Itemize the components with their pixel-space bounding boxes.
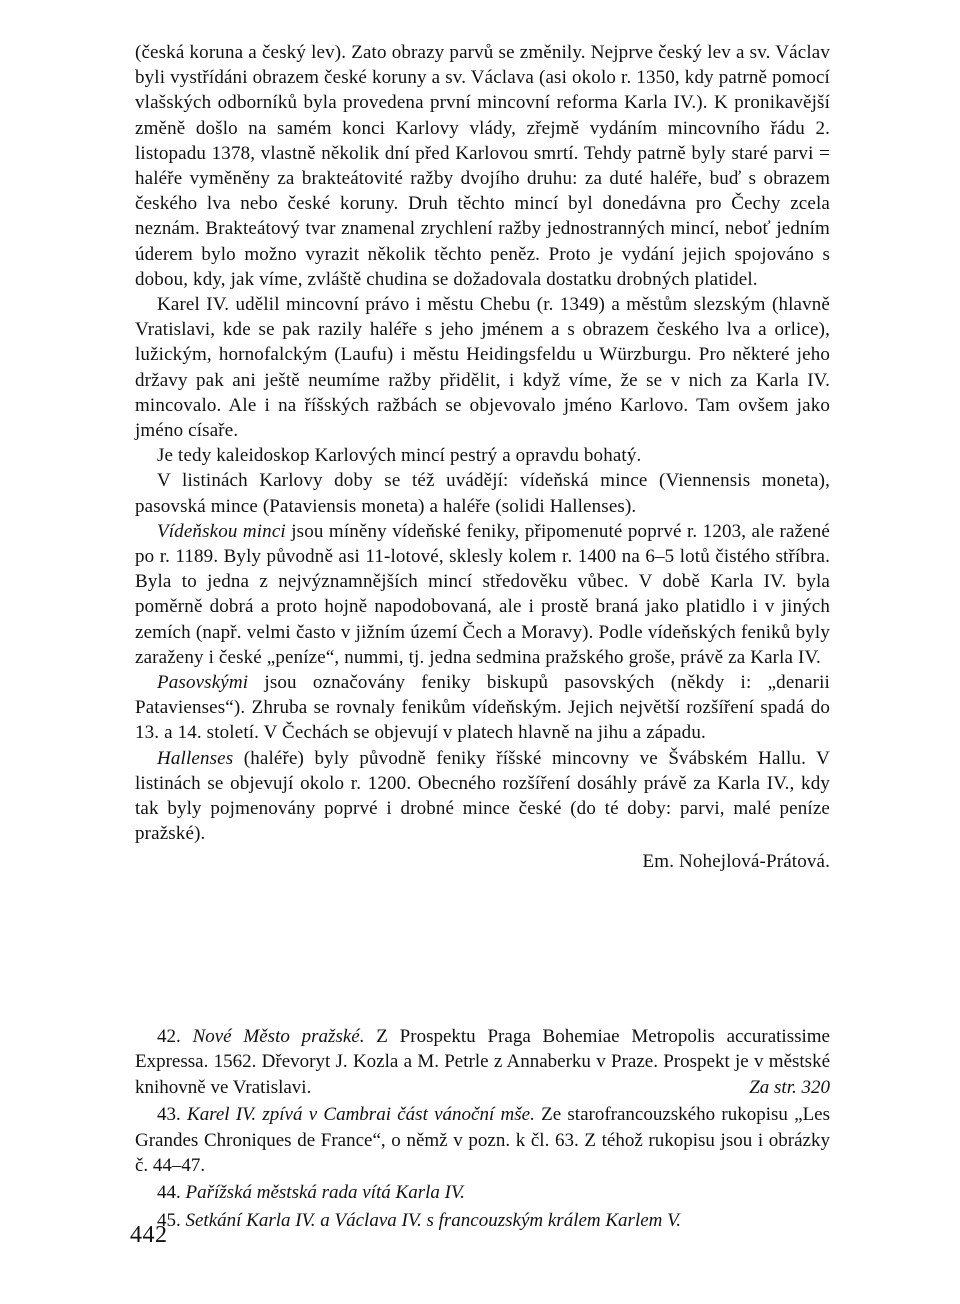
paragraph: Karel IV. udělil mincovní právo i městu Chebu (r. 1349) a městům slezským (hlavně Vratislavi, kde se pak razily haléře s jeho jménem a s obrazem českého lva a orlice), lužickým, hornofalckým (Laufu) i městu Heidingsfeldu u Würzburgu. Pro některé jeho državy pak ani ještě neumíme ražby přidělit, i když víme, že se v nich za Karla IV. mincovalo. Ale i na říšských ražbách se objevovalo jméno Karlovo. Tam ovšem jako jméno císaře.	[135, 294, 830, 442]
paragraph-hall	[135, 746, 830, 847]
caption-item	[135, 1024, 830, 1100]
caption-number: 44.	[157, 1182, 181, 1204]
paragraph-text: (haléře) byly původně feniky říšské mincovny ve Švábském Hallu. V listinách se objevují okolo r. 1200. Obecného rozšíření dosáhly právě za Karla IV., kdy tak byly pojmenovány poprvé i drobné mince české (do té doby: parvi, malé peníze pražské).	[135, 747, 830, 845]
caption-title: Karel IV. zpívá v Cambrai část vánoční mše.	[187, 1104, 535, 1126]
caption-number: 42.	[157, 1026, 181, 1047]
page-number: 442	[130, 1222, 168, 1248]
paragraph: V listinách Karlovy doby se též uvádějí: vídeňská mince (Viennensis moneta), pasovská mince (Pataviensis moneta) a haléře (solidi Hallenses).	[135, 470, 830, 517]
author-signature: Em. Nohejlová-Prátová.	[642, 850, 830, 872]
caption-number: 45.	[157, 1209, 181, 1231]
paragraph-passau	[135, 670, 830, 746]
caption-text: Ze starofrancouzského rukopisu „Les Grandes Chroniques de France“, o němž v pozn. k čl. 63. Z téhož rukopisu jsou i obrázky č. 44–47.	[135, 1104, 830, 1177]
term-passau: Pasovskými	[157, 672, 249, 694]
figure-captions	[135, 1024, 830, 1235]
caption-number: 43.	[157, 1104, 181, 1126]
paragraph-text: jsou míněny vídeňské feniky, připomenuté poprvé r. 1203, ale ražené po r. 1189. Byly původně asi 11-lotové, sklesly kolem r. 1400 na 6–5 lotů čistého stříbra. Byla to jedna z nejvýznamnějších mincí středověku vůbec. V době Karla IV. byla poměrně dobrá a proto hojně napodobovaná, ale i prostě braná jako platidlo i v jiných zemích (např. velmi často v jižním území Čech a Moravy). Podle vídeňských feniků byly zaraženy i české „peníze“, nummi, tj. jedna sedmina pražského groše, právě za Karla IV.	[135, 520, 831, 668]
paragraph: (česká koruna a český lev). Zato obrazy parvů se změnily. Nejprve český lev a sv. Václav byli vystřídáni obrazem české koruny a sv. Václava (asi okolo r. 1350, kdy patrně pomocí vlašských odborníků byla provedena první mincovní reforma Karla IV.). K pronikavější změně došlo na samém konci Karlovy vlády, zřejmě vydáním mincovního řádu 2. listopadu 1378, vlastně několik dní před Karlovou smrtí. Tehdy patrně byly staré parvi = haléře vyměněny za brakteátovité ražby dvojího druhu: za duté haléře, buď s obrazem českého lva nebo české koruny. Druh těchto mincí byl donedávna pro Čechy zcela neznám. Brakteátový tvar znamenal zrychlení ražby jednostranných mincí, neboť jedním úderem bylo možno vyrazit několik těchto peněz. Proto je vydání jejich spojováno s dobou, kdy, jak víme, zvláště chudina se dožadovala dostatku drobných platidel.	[135, 42, 830, 290]
term-vienna: Vídeňskou minci	[157, 520, 286, 542]
paragraph-text: jsou označovány feniky biskupů pasovských (někdy i: „denarii Patavienses“). Zhruba se rovnaly fenikům vídeňským. Jejich největší rozšíření spadá do 13. a 14. století. V Čechách se objevují v platech hlavně na jihu a západu.	[135, 672, 830, 744]
caption-text: Z Prospektu Praga Bohemiae Metropolis accuratissime Expressa. 1562. Dřevoryt J. Kozla a M. Petrle z Annaberku v Praze. Prospekt je v městské knihovně ve Vratislavi.	[135, 1026, 830, 1098]
term-hall: Hallenses	[157, 747, 234, 769]
caption-page-ref: Za str. 320	[749, 1076, 830, 1098]
caption-item	[135, 1180, 830, 1205]
caption-title: Nové Město pražské.	[192, 1026, 365, 1047]
caption-item	[135, 1208, 830, 1233]
paragraph-vienna	[135, 519, 830, 670]
caption-title: Setkání Karla IV. a Václava IV. s francouzským králem Karlem V.	[185, 1209, 682, 1231]
caption-item	[135, 1102, 830, 1178]
caption-title: Pařížská městská rada vítá Karla IV.	[185, 1182, 465, 1204]
paragraph: Je tedy kaleidoskop Karlových mincí pestrý a opravdu bohatý.	[157, 445, 642, 467]
main-text	[135, 40, 830, 874]
